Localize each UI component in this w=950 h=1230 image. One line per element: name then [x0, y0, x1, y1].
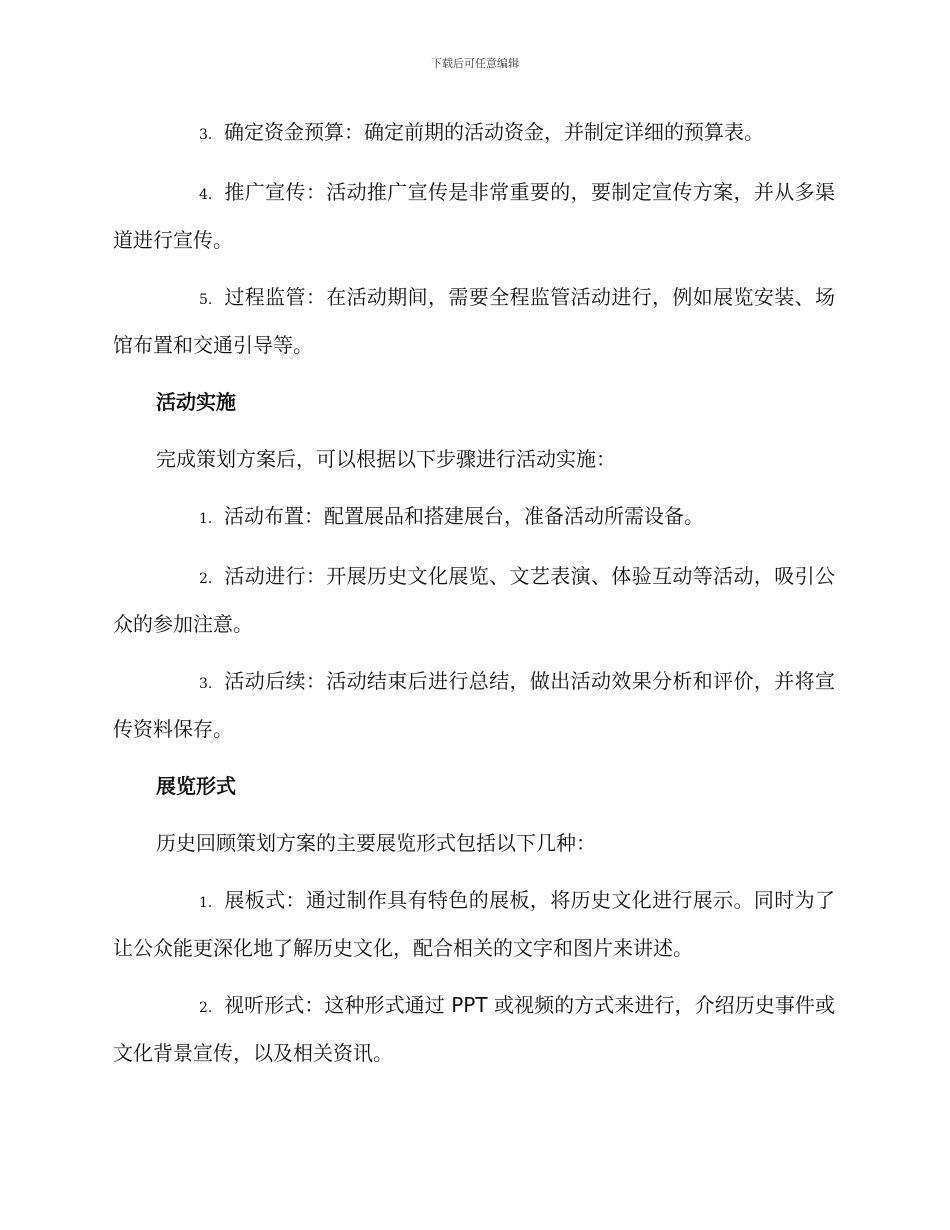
list-item: [113, 110, 835, 158]
list-text: 推广宣传：活动推广宣传是非常重要的，要制定宣传方案，并从多渠道进行宣传。: [113, 180, 835, 252]
document-body: [113, 110, 835, 1088]
list-text: 确定资金预算：确定前期的活动资金，并制定详细的预算表。: [224, 120, 764, 144]
list-number: 4.: [199, 187, 213, 203]
list-text: 活动后续：活动结束后进行总结，做出活动效果分析和评价，并将宣传资料保存。: [113, 669, 835, 741]
list-item: [113, 170, 835, 263]
list-item: [113, 659, 835, 752]
list-number: 3.: [199, 127, 213, 143]
list-number: 5.: [199, 292, 213, 308]
list-item: [113, 554, 835, 647]
list-number: 1.: [199, 511, 213, 527]
list-text: 活动进行：开展历史文化展览、文艺表演、体验互动等活动，吸引公众的参加注意。: [113, 564, 835, 636]
list-item: [113, 275, 835, 368]
list-number: 1.: [199, 895, 213, 911]
section-intro: 历史回顾策划方案的主要展览形式包括以下几种：: [156, 831, 596, 855]
list-number: 2.: [199, 571, 213, 587]
list-item: [113, 494, 835, 542]
list-text: 展板式：通过制作具有特色的展板，将历史文化进行展示。同时为了让公众能更深化地了解历史文化，配合相关的文字和图片来讲述。: [113, 888, 835, 960]
section-heading-forms: 展览形式: [156, 774, 236, 798]
list-item: [113, 878, 835, 971]
list-number: 2.: [199, 1000, 213, 1016]
list-text: 活动布置：配置展品和搭建展台，准备活动所需设备。: [224, 504, 704, 528]
list-number: 3.: [199, 676, 213, 692]
section-intro: 完成策划方案后，可以根据以下步骤进行活动实施：: [156, 447, 616, 471]
list-text: 过程监管：在活动期间，需要全程监管活动进行，例如展览安装、场馆布置和交通引导等。: [113, 285, 835, 357]
list-item: [113, 983, 835, 1076]
section-heading-implementation: 活动实施: [156, 390, 236, 414]
list-text: 视听形式：这种形式通过 PPT 或视频的方式来进行，介绍历史事件或文化背景宣传，以及相关资讯。: [113, 993, 835, 1065]
page-header: 下载后可任意编辑: [431, 57, 519, 70]
